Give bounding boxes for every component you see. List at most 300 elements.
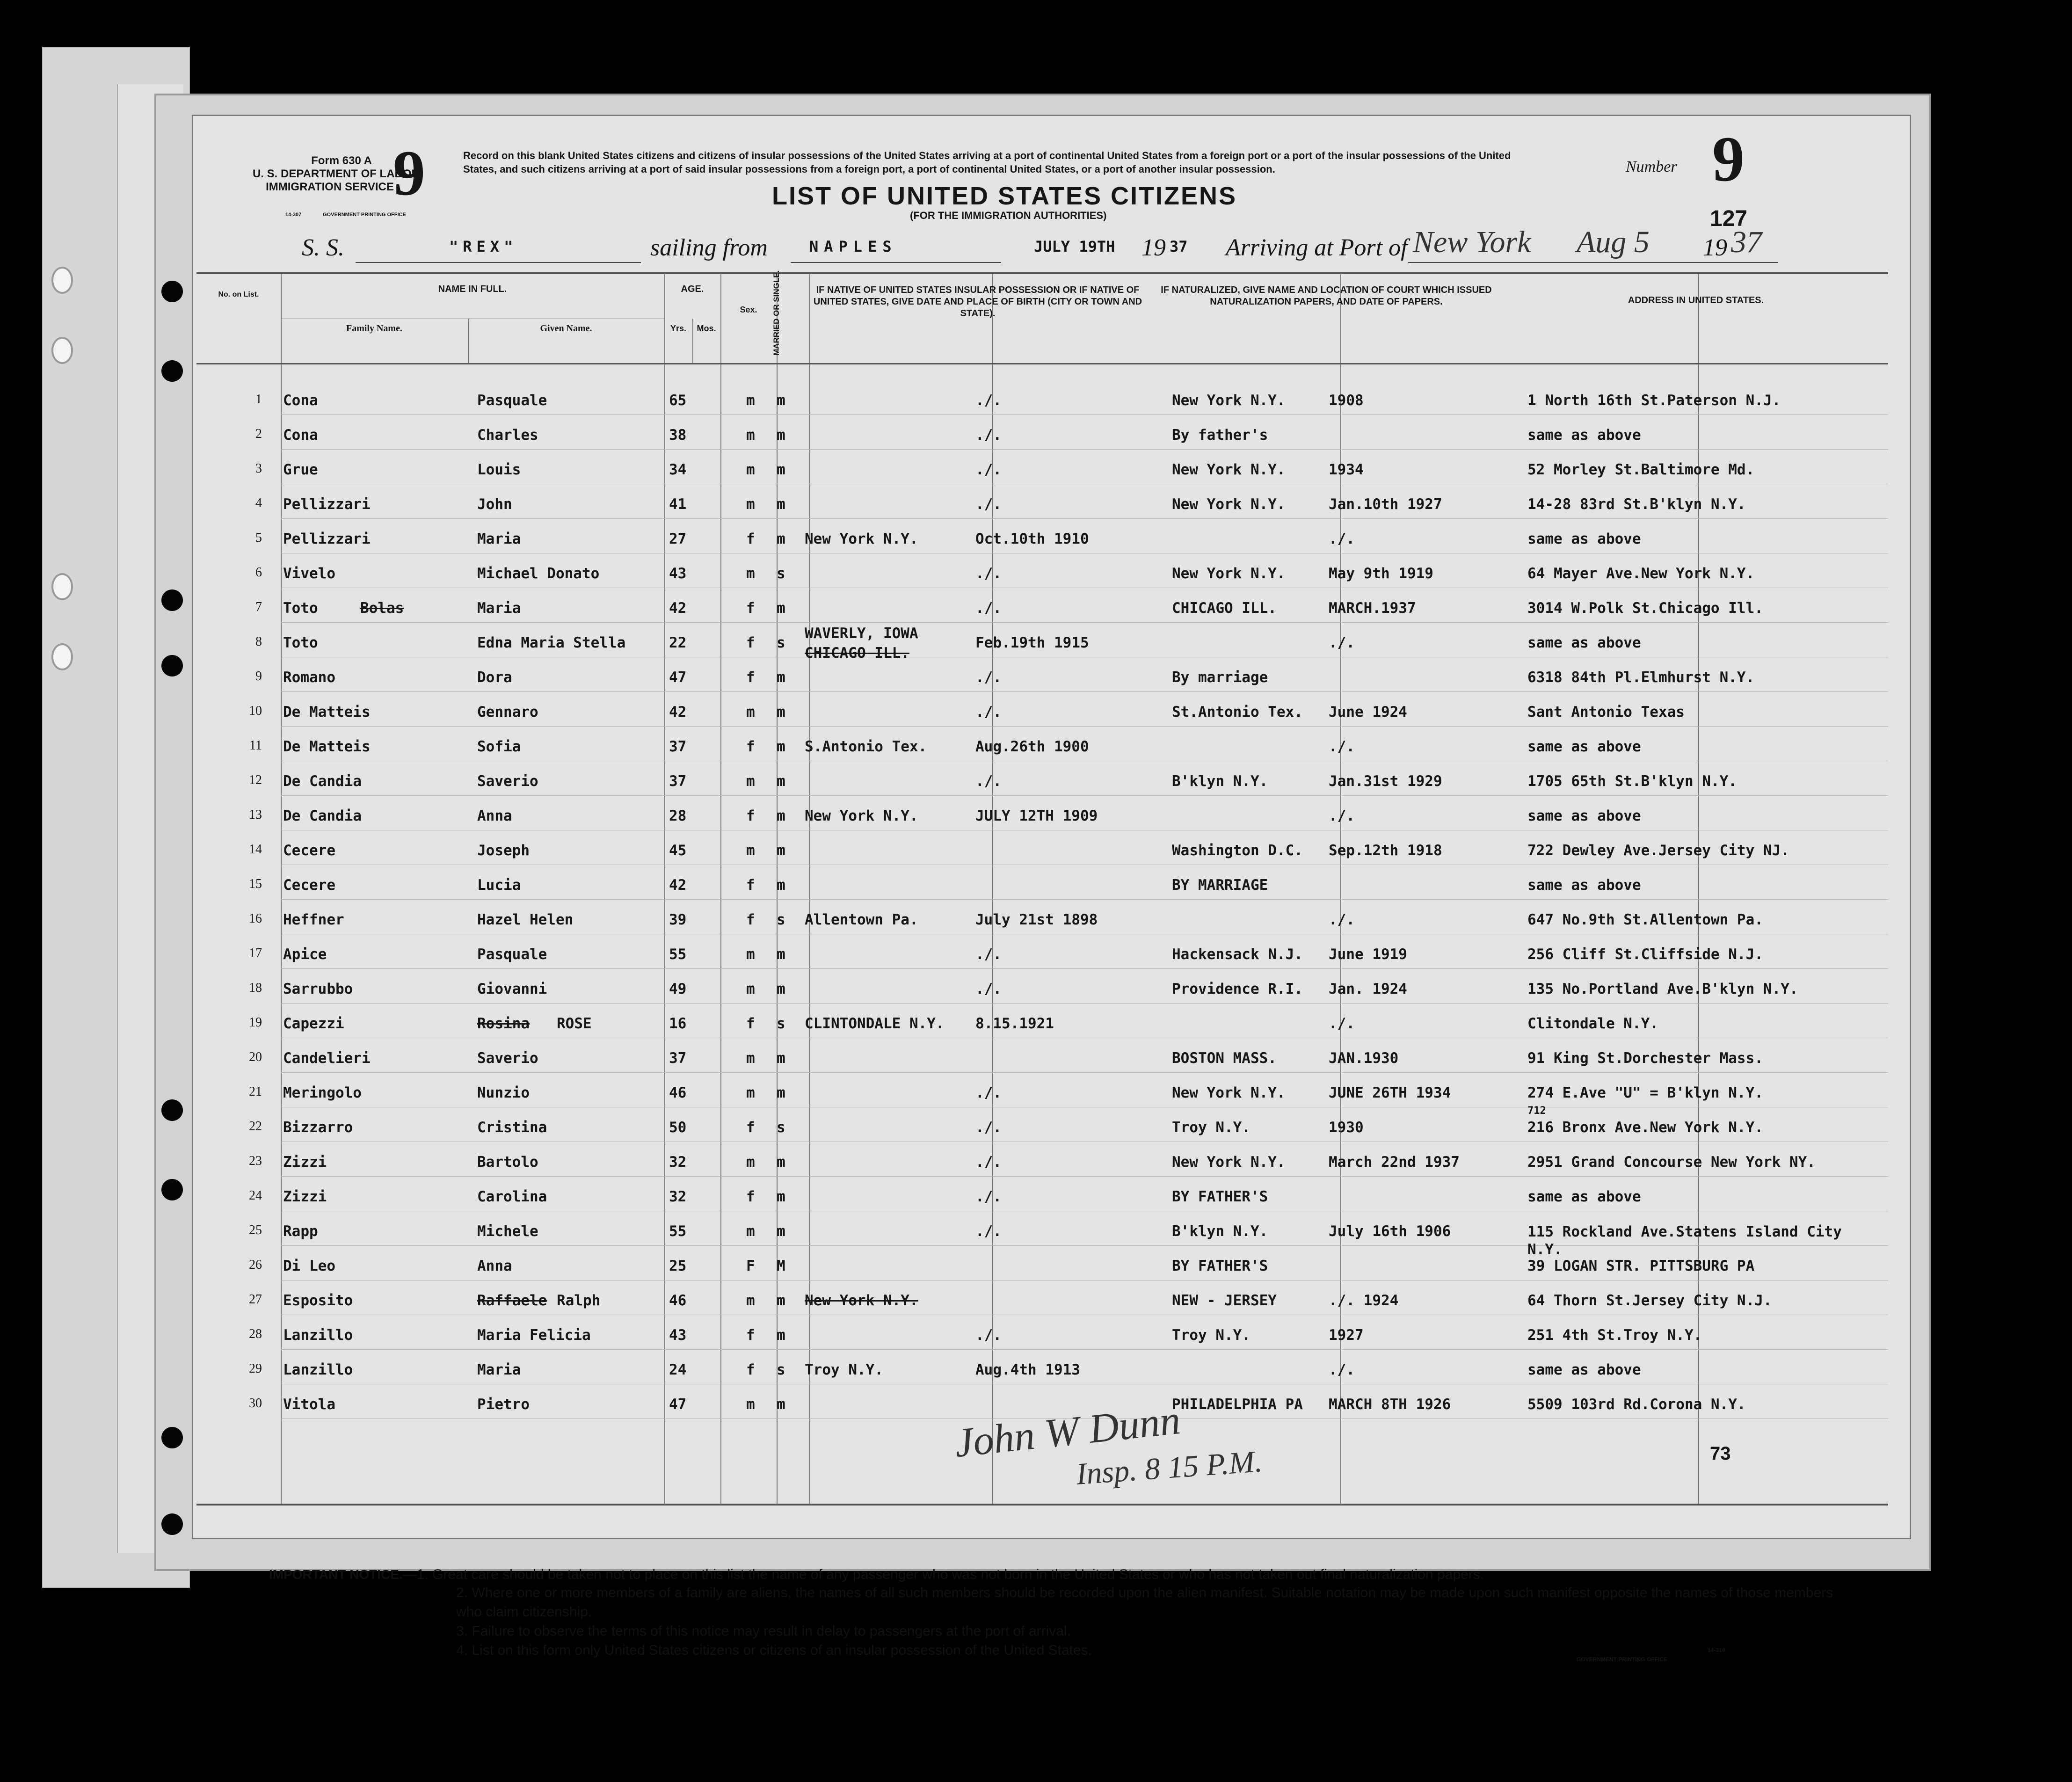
given-name: Bartolo [477, 1154, 538, 1171]
binder-hole [161, 281, 183, 302]
address: 722 Dewley Ave.Jersey City NJ. [1527, 842, 1789, 859]
sex: F [746, 1258, 755, 1274]
row-rule [281, 726, 1888, 727]
address: 647 No.9th St.Allentown Pa. [1527, 911, 1763, 928]
naturalization-date: ./. [1329, 634, 1355, 651]
important-notice: IMPORTANT NOTICE.—1. Great care should be taken not to place on this list the name of any passenger who was not born in the United States or who has not taken out final naturalization papers. 2. Where one or more members of a family are aliens, the names of all such members should be recorded upon the alien manifest. Suitable notation may be made upon such manifest opposite the names of those members who claim citizenship. 3. Failure to observe the terms of this notice may result in delay to passengers at the port of arrival. 4. List on this form only United States citizens or citizens of an insular possession of the United States. [269, 1565, 1860, 1660]
address: 39 LOGAN STR. PITTSBURG PA [1527, 1258, 1755, 1274]
marital-status: m [777, 1188, 785, 1205]
naturalization-court: By marriage [1172, 669, 1268, 686]
age: 32 [669, 1188, 687, 1205]
birth-date: ./. [975, 1119, 1002, 1136]
sex: m [746, 946, 755, 963]
given-name: Maria [477, 1361, 521, 1378]
given-name: Michael Donato [477, 565, 600, 582]
age: 46 [669, 1292, 687, 1309]
row-number: 17 [249, 946, 262, 960]
gpo-footer: GOVERNMENT PRINTING OFFICE [1577, 1656, 1668, 1663]
family-name: De Candia [283, 773, 362, 790]
sex: m [746, 427, 755, 444]
row-number: 1 [255, 392, 262, 407]
sex: m [746, 496, 755, 513]
address: same as above [1527, 1188, 1641, 1205]
age: 55 [669, 1223, 687, 1240]
marital-status: m [777, 461, 785, 478]
birth-date: ./. [975, 461, 1002, 478]
birth-date: ./. [975, 1084, 1002, 1101]
age: 24 [669, 1361, 687, 1378]
punch-hole [51, 643, 73, 670]
arrival-date: Aug 5 [1577, 225, 1650, 259]
naturalization-court: CHICAGO ILL. [1172, 600, 1277, 617]
ship-name: "REX" [449, 238, 518, 255]
address: 14-28 83rd St.B'klyn N.Y. [1527, 496, 1746, 513]
address: same as above [1527, 634, 1641, 651]
family-name-struck: Bolas [360, 600, 404, 617]
row-rule [281, 691, 1888, 692]
family-name: Toto [283, 634, 318, 651]
number-label: Number [1626, 158, 1677, 175]
address: 5509 103rd Rd.Corona N.Y. [1527, 1396, 1746, 1413]
birth-date: ./. [975, 669, 1002, 686]
naturalization-court: Troy N.Y. [1172, 1327, 1250, 1344]
sex: m [746, 842, 755, 859]
age: 27 [669, 531, 687, 547]
arriving-label: Arriving at Port of [1226, 234, 1408, 261]
marital-status: m [777, 704, 785, 720]
row-number: 20 [249, 1050, 262, 1064]
family-name: Vivelo [283, 565, 335, 582]
birth-date: July 21st 1898 [975, 911, 1098, 928]
row-number: 8 [255, 634, 262, 649]
row-rule [281, 1003, 1888, 1004]
family-name: Pellizzari [283, 531, 371, 547]
marital-status: m [777, 946, 785, 963]
naturalization-date: 1930 [1329, 1119, 1364, 1136]
year-suffix: 37 [1170, 238, 1188, 255]
footer-code: 14-314 [1708, 1647, 1725, 1653]
col-age: AGE. [681, 284, 704, 294]
naturalization-court: By father's [1172, 427, 1268, 444]
family-name: Vitola [283, 1396, 335, 1413]
address: 1 North 16th St.Paterson N.J. [1527, 392, 1781, 409]
birth-place: CLINTONDALE N.Y. [805, 1015, 945, 1032]
row-number: 29 [249, 1361, 262, 1376]
age: 38 [669, 427, 687, 444]
col-no: No. on List. [218, 291, 259, 298]
family-name: Apice [283, 946, 327, 963]
age: 65 [669, 392, 687, 409]
birth-date: ./. [975, 773, 1002, 790]
naturalization-court: B'klyn N.Y. [1172, 1223, 1268, 1240]
birth-place-struck: CHICAGO ILL. [805, 645, 909, 662]
row-rule [281, 518, 1888, 519]
address: same as above [1527, 738, 1641, 755]
address-note: 712 [1527, 1105, 1546, 1117]
given-name: Pietro [477, 1396, 530, 1413]
row-number: 4 [255, 496, 262, 510]
naturalization-court: St.Antonio Tex. [1172, 704, 1303, 720]
naturalization-date: ./. [1329, 911, 1355, 928]
col-name-in-full: NAME IN FULL. [438, 284, 507, 294]
family-name: Rapp [283, 1223, 318, 1240]
marital-status: m [777, 1327, 785, 1344]
naturalization-court: BOSTON MASS. [1172, 1050, 1277, 1067]
age: 41 [669, 496, 687, 513]
binder-hole [161, 589, 183, 611]
print-code: 14-307 [285, 212, 302, 218]
marital-status: m [777, 842, 785, 859]
given-name: Cristina [477, 1119, 547, 1136]
age: 55 [669, 946, 687, 963]
address: Sant Antonio Texas [1527, 704, 1685, 720]
birth-date: ./. [975, 565, 1002, 582]
address: 64 Thorn St.Jersey City N.J. [1527, 1292, 1772, 1309]
birth-date: Oct.10th 1910 [975, 531, 1089, 547]
notice-item: 3. Failure to observe the terms of this notice may result in delay to passengers at the port of arrival. [456, 1623, 1071, 1639]
family-name: Heffner [283, 911, 344, 928]
punch-hole [51, 573, 73, 600]
given-name: Sofia [477, 738, 521, 755]
sex: m [746, 1292, 755, 1309]
col-sex: Sex. [740, 305, 757, 314]
family-name: Pellizzari [283, 496, 371, 513]
sex: m [746, 461, 755, 478]
row-number: 24 [249, 1188, 262, 1203]
row-number: 11 [249, 738, 262, 753]
naturalization-court: Troy N.Y. [1172, 1119, 1250, 1136]
gpo-small: GOVERNMENT PRINTING OFFICE [323, 212, 406, 218]
row-number: 7 [255, 600, 262, 614]
given-name: Giovanni [477, 981, 547, 997]
family-name: Toto [283, 600, 318, 617]
department: U. S. DEPARTMENT OF LABOR [253, 167, 420, 180]
age: 47 [669, 1396, 687, 1413]
naturalization-date: JAN.1930 [1329, 1050, 1399, 1067]
sailing-date: JULY 19TH [1034, 238, 1115, 255]
address: same as above [1527, 1361, 1641, 1378]
age: 37 [669, 1050, 687, 1067]
address: 91 King St.Dorchester Mass. [1527, 1050, 1763, 1067]
birth-date: ./. [975, 981, 1002, 997]
sex: f [746, 1361, 755, 1378]
birth-date: JULY 12TH 1909 [975, 807, 1098, 824]
col-given-name: Given Name. [540, 323, 592, 334]
naturalization-court: New York N.Y. [1172, 565, 1286, 582]
address: Clitondale N.Y. [1527, 1015, 1658, 1032]
row-number: 27 [249, 1292, 262, 1307]
naturalization-court: BY FATHER'S [1172, 1258, 1268, 1274]
sex: f [746, 1327, 755, 1344]
marital-status: m [777, 877, 785, 894]
given-name: Nunzio [477, 1084, 530, 1101]
sex: m [746, 1223, 755, 1240]
naturalization-date: 1908 [1329, 392, 1364, 409]
naturalization-date: June 1924 [1329, 704, 1407, 720]
address: 52 Morley St.Baltimore Md. [1527, 461, 1755, 478]
marital-status: m [777, 1050, 785, 1067]
family-name: Capezzi [283, 1015, 344, 1032]
sex: f [746, 531, 755, 547]
naturalization-court: Hackensack N.J. [1172, 946, 1303, 963]
naturalization-court: BY MARRIAGE [1172, 877, 1268, 894]
col-married: MARRIED OR SINGLE. [772, 270, 781, 356]
naturalization-court: New York N.Y. [1172, 392, 1286, 409]
age: 16 [669, 1015, 687, 1032]
sex: f [746, 738, 755, 755]
sex: f [746, 1015, 755, 1032]
address: 64 Mayer Ave.New York N.Y. [1527, 565, 1755, 582]
birth-place: Allentown Pa. [805, 911, 918, 928]
birth-date: ./. [975, 392, 1002, 409]
notice-item: 2. Where one or more members of a family are aliens, the names of all such members should be recorded upon the alien manifest. Suitable notation may be made upon such manifest opposite the names of those members who claim citizenship. [456, 1585, 1833, 1620]
age: 22 [669, 634, 687, 651]
address: 135 No.Portland Ave.B'klyn N.Y. [1527, 981, 1798, 997]
family-name: Lanzillo [283, 1327, 353, 1344]
family-name: Sarrubbo [283, 981, 353, 997]
birth-date: Aug.4th 1913 [975, 1361, 1080, 1378]
row-number: 25 [249, 1223, 262, 1237]
age: 37 [669, 773, 687, 790]
family-name: Lanzillo [283, 1361, 353, 1378]
row-number: 28 [249, 1327, 262, 1341]
marital-status: M [777, 1258, 785, 1274]
row-number: 10 [249, 704, 262, 718]
naturalization-date: March 22nd 1937 [1329, 1154, 1460, 1171]
naturalization-date: MARCH 8TH 1926 [1329, 1396, 1451, 1413]
sailing-label: sailing from [650, 234, 768, 261]
given-name: Gennaro [477, 704, 538, 720]
birth-date: Aug.26th 1900 [975, 738, 1089, 755]
sex: f [746, 600, 755, 617]
row-number: 12 [249, 773, 262, 787]
given-name-struck: Rosina [477, 1015, 530, 1032]
address: 115 Rockland Ave.Statens Island City N.Y. [1527, 1223, 1842, 1258]
row-rule [281, 899, 1888, 900]
binder-hole [161, 360, 183, 382]
given-name: Maria [477, 600, 521, 617]
family-name: Cona [283, 392, 318, 409]
birth-place: New York N.Y. [805, 531, 918, 547]
col-yrs: Yrs. [670, 324, 687, 333]
address: 274 E.Ave "U" = B'klyn N.Y. [1527, 1084, 1763, 1101]
naturalization-date: JUNE 26TH 1934 [1329, 1084, 1451, 1101]
inspector-signature: John W Dunn [952, 1397, 1183, 1467]
marital-status: m [777, 807, 785, 824]
naturalization-court: New York N.Y. [1172, 1154, 1286, 1171]
sex: m [746, 1396, 755, 1413]
birth-place: New York N.Y. [805, 807, 918, 824]
given-name: Saverio [477, 773, 538, 790]
family-name: Cecere [283, 842, 335, 859]
age: 43 [669, 1327, 687, 1344]
address: same as above [1527, 807, 1641, 824]
row-rule [281, 968, 1888, 969]
given-name: Charles [477, 427, 538, 444]
naturalization-date: ./. [1329, 1015, 1355, 1032]
ship-underline [356, 262, 641, 263]
marital-status: s [777, 565, 785, 582]
row-rule [281, 1349, 1888, 1350]
age: 46 [669, 1084, 687, 1101]
ss-label: S. S. [302, 234, 344, 261]
given-name: Ralph [557, 1292, 601, 1309]
age: 42 [669, 704, 687, 720]
given-name: Anna [477, 807, 512, 824]
naturalization-court: New York N.Y. [1172, 496, 1286, 513]
row-rule [281, 449, 1888, 450]
stamp-number: 127 [1710, 206, 1748, 231]
birth-date: ./. [975, 1327, 1002, 1344]
binder-hole [161, 1513, 183, 1535]
marital-status: s [777, 911, 785, 928]
sex: m [746, 981, 755, 997]
marital-status: m [777, 531, 785, 547]
given-name: Anna [477, 1258, 512, 1274]
notice-item: 4. List on this form only United States citizens or citizens of an insular possession of the United States. [456, 1643, 1092, 1658]
service: IMMIGRATION SERVICE [266, 181, 394, 193]
naturalization-court: New York N.Y. [1172, 1084, 1286, 1101]
port-from: NAPLES [809, 238, 897, 255]
birth-place-struck: New York N.Y. [805, 1292, 918, 1309]
naturalization-date: 1934 [1329, 461, 1364, 478]
col-mos: Mos. [697, 324, 716, 333]
marital-status: s [777, 1119, 785, 1136]
marital-status: m [777, 981, 785, 997]
naturalization-date: June 1919 [1329, 946, 1407, 963]
family-name: Meringolo [283, 1084, 362, 1101]
naturalization-court: Providence R.I. [1172, 981, 1303, 997]
birth-date: Feb.19th 1915 [975, 634, 1089, 651]
given-name-struck: Raffaele [477, 1292, 547, 1309]
age: 45 [669, 842, 687, 859]
marital-status: s [777, 634, 785, 651]
given-name: Maria [477, 531, 521, 547]
col-address: ADDRESS IN UNITED STATES. [1628, 295, 1764, 305]
family-name: Di Leo [283, 1258, 335, 1274]
birth-date: ./. [975, 1154, 1002, 1171]
row-rule [281, 1176, 1888, 1177]
naturalization-date: 1927 [1329, 1327, 1364, 1344]
given-name: Louis [477, 461, 521, 478]
family-name: Zizzi [283, 1188, 327, 1205]
arrival-port: New York [1413, 225, 1531, 259]
row-number: 18 [249, 981, 262, 995]
given-name: Joseph [477, 842, 530, 859]
sex: m [746, 565, 755, 582]
address: 216 Bronx Ave.New York N.Y. [1527, 1119, 1763, 1136]
family-name: Cona [283, 427, 318, 444]
row-number: 19 [249, 1015, 262, 1030]
naturalization-date: Jan.31st 1929 [1329, 773, 1442, 790]
marital-status: m [777, 496, 785, 513]
age: 37 [669, 738, 687, 755]
naturalization-date: ./. [1329, 531, 1355, 547]
marital-status: m [777, 1154, 785, 1171]
marital-status: m [777, 600, 785, 617]
naturalization-date: ./. [1329, 807, 1355, 824]
naturalization-court: PHILADELPHIA PA [1172, 1396, 1303, 1413]
given-name: Carolina [477, 1188, 547, 1205]
marital-status: m [777, 427, 785, 444]
marital-status: m [777, 1292, 785, 1309]
family-name: De Candia [283, 807, 362, 824]
binder-hole [161, 1427, 183, 1448]
address: 6318 84th Pl.Elmhurst N.Y. [1527, 669, 1755, 686]
row-number: 2 [255, 427, 262, 441]
number-value: 9 [1712, 123, 1745, 195]
age: 25 [669, 1258, 687, 1274]
given-name: ROSE [557, 1015, 592, 1032]
naturalization-date: Sep.12th 1918 [1329, 842, 1442, 859]
given-name: Michele [477, 1223, 538, 1240]
age: 32 [669, 1154, 687, 1171]
birth-place: WAVERLY, IOWA [805, 625, 918, 642]
family-name: Esposito [283, 1292, 353, 1309]
sex: m [746, 773, 755, 790]
row-number: 22 [249, 1119, 262, 1134]
address: same as above [1527, 427, 1641, 444]
punch-hole [51, 267, 73, 294]
family-name: Cecere [283, 877, 335, 894]
sex: f [746, 634, 755, 651]
naturalization-date: ./. [1329, 1361, 1355, 1378]
family-name: De Matteis [283, 704, 371, 720]
naturalization-court: NEW - JERSEY [1172, 1292, 1277, 1309]
age: 47 [669, 669, 687, 686]
row-number: 13 [249, 807, 262, 822]
address: same as above [1527, 531, 1641, 547]
birth-place: Troy N.Y. [805, 1361, 883, 1378]
sex: f [746, 1188, 755, 1205]
given-name: John [477, 496, 512, 513]
sex: f [746, 1119, 755, 1136]
row-number: 6 [255, 565, 262, 580]
sex: f [746, 669, 755, 686]
arrival-underline [1408, 262, 1778, 263]
col-family-name: Family Name. [346, 323, 402, 334]
family-name: De Matteis [283, 738, 371, 755]
marital-status: s [777, 1361, 785, 1378]
given-name: Lucia [477, 877, 521, 894]
address: 3014 W.Polk St.Chicago Ill. [1527, 600, 1763, 617]
col-naturalized: IF NATURALIZED, GIVE NAME AND LOCATION OF COURT WHICH ISSUED NATURALIZATION PAPERS, AND DATE OF PAPERS. [1161, 285, 1492, 307]
form-subtitle: (FOR THE IMMIGRATION AUTHORITIES) [910, 210, 1107, 221]
family-name: Grue [283, 461, 318, 478]
naturalization-court: B'klyn N.Y. [1172, 773, 1268, 790]
naturalization-date: July 16th 1906 [1329, 1223, 1451, 1240]
naturalization-date: Jan.10th 1927 [1329, 496, 1442, 513]
family-name: Candelieri [283, 1050, 371, 1067]
year-prefix: 19 [1141, 234, 1166, 261]
given-name: Maria Felicia [477, 1327, 591, 1344]
birth-date: ./. [975, 1188, 1002, 1205]
naturalization-date: Jan. 1924 [1329, 981, 1407, 997]
sex: m [746, 704, 755, 720]
instructions: Record on this blank United States citizens and citizens of insular possessions of the United States arriving at a port of continental United States from a foreign port or a port of the insular possessions of the United States, and such citizens arriving at a port of said insular possessions from a foreign port, a port of continental United States, or a port of another insular possession. [463, 150, 1511, 175]
age: 43 [669, 565, 687, 582]
address: 2951 Grand Concourse New York NY. [1527, 1154, 1816, 1171]
sex: m [746, 1154, 755, 1171]
naturalization-court: Washington D.C. [1172, 842, 1303, 859]
marital-status: s [777, 1015, 785, 1032]
row-number: 16 [249, 911, 262, 926]
given-name: Pasquale [477, 946, 547, 963]
birth-date: ./. [975, 427, 1002, 444]
form-title: LIST OF UNITED STATES CITIZENS [772, 182, 1237, 210]
marital-status: m [777, 1396, 785, 1413]
age: 28 [669, 807, 687, 824]
